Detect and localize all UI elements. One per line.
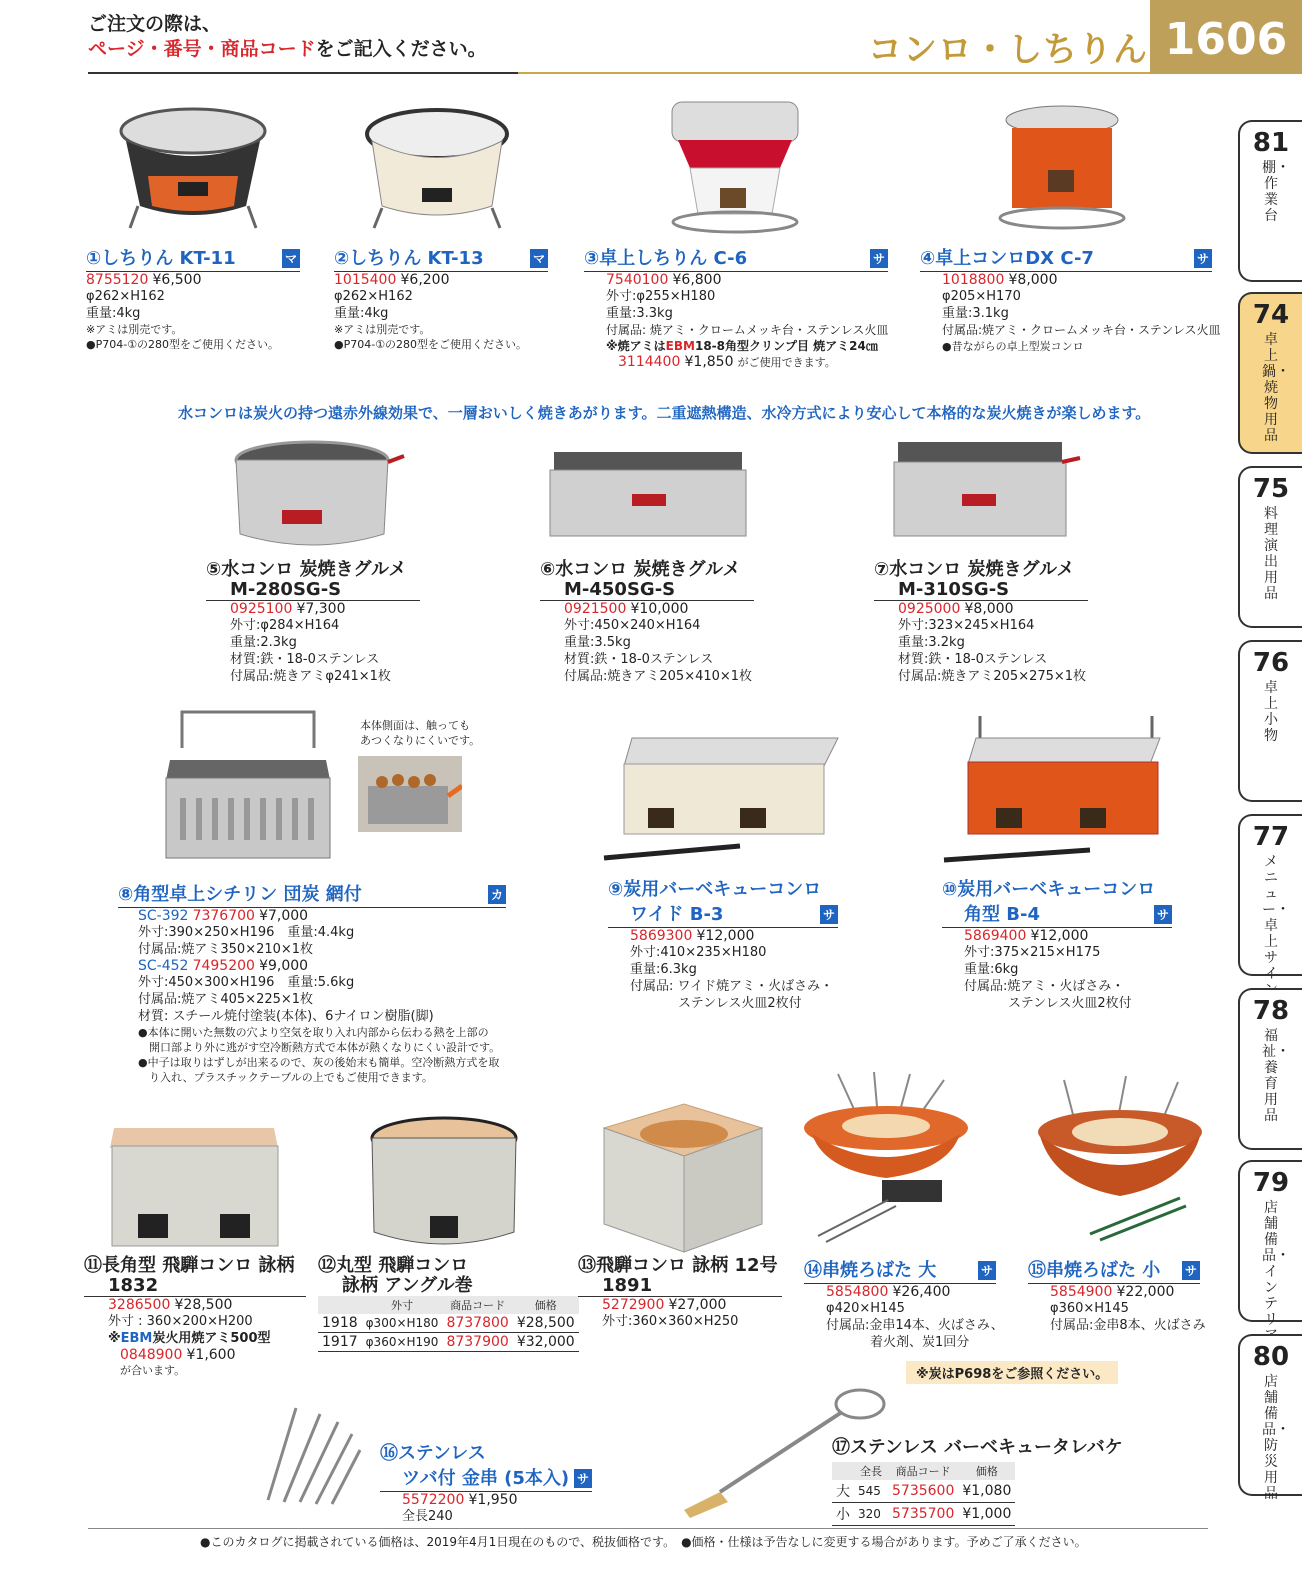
product-price: ¥6,500 — [152, 272, 202, 288]
supplier-badge: サ — [1182, 1261, 1200, 1280]
product-title: ⑫丸型 飛騨コンロ — [318, 1255, 469, 1276]
product-code: 5869300 — [630, 928, 693, 944]
product-code: 5272900 — [602, 1297, 665, 1313]
supplier-badge: サ — [574, 1469, 592, 1488]
product-title: ⑪長角型 飛騨コンロ 詠柄 — [84, 1255, 295, 1276]
product-title: ②しちりん KT-13 マ — [334, 244, 548, 272]
product-model: SC-392 — [138, 908, 189, 924]
tab-77[interactable]: 77 メニュー・卓上サイ — [1238, 814, 1302, 976]
product-price: ¥12,000 — [696, 928, 755, 944]
supplier-badge: マ — [530, 249, 548, 268]
variant-table: 外寸 商品コード 価格 1918 φ300×H180 8737800 ¥28,500 1917 φ360×H190 8737900 ¥32,000 — [318, 1296, 579, 1352]
product-hida-12: ⑬飛騨コンロ 詠柄 12号 1891 5272900 ¥27,000 外寸:360×360×H250 — [578, 1256, 782, 1330]
product-code: 0921500 — [564, 601, 627, 617]
hida-konro-long-image — [108, 1118, 284, 1254]
square-shichirin-inset-image — [358, 756, 462, 832]
product-code: 5869400 — [964, 928, 1027, 944]
product-c7: ④卓上コンロDX C-7 サ 1018800 ¥8,000 φ205×H170 重量:3.1kg 付属品:焼アミ・クロームメッキ台・ステンレス火皿 ●昔ながらの卓上型炭コンロ — [920, 244, 1212, 354]
product-subtitle: 詠柄 アングル巻 — [342, 1275, 473, 1296]
tab-76[interactable]: 76 卓上小物 — [1238, 640, 1302, 802]
tab-74[interactable]: 74 卓上鍋・焼物用品 — [1238, 292, 1302, 454]
skewer-set-image — [262, 1400, 362, 1506]
product-model: 1891 — [578, 1276, 782, 1297]
product-hida-long: ⑪長角型 飛騨コンロ 詠柄 1832 3286500 ¥28,500 外寸 : 360×200×H200 ※EBM炭火用焼アミ500型 0848900 ¥1,600 が合います。 — [84, 1256, 306, 1378]
tabletop-konro-dx-c7-image — [990, 100, 1140, 240]
supplier-badge: サ — [870, 249, 888, 268]
product-title: ④卓上コンロDX C-7 サ — [920, 244, 1212, 272]
product-title: ⑯ステンレス — [380, 1443, 486, 1464]
product-price: ¥27,000 — [668, 1297, 727, 1313]
table-row: 大 545 5735600 ¥1,080 — [832, 1480, 1015, 1503]
product-title: ⑤水コンロ 炭焼きグルメ — [206, 559, 407, 580]
order-note — [88, 12, 518, 74]
product-title: ⑨炭用バーベキューコンロ — [608, 879, 822, 900]
water-konro-banner: 水コンロは炭火の持つ遠赤外線効果で、一層おいしく焼きあがります。二重遮熱構造、水冷方式により安心して本格的な炭火焼きが楽しめます。 — [178, 404, 1151, 422]
product-kt13: ②しちりん KT-13 マ 1015400 ¥6,200 φ262×H162 重量:4kg ※アミは別売です。 ●P704-①の280型をご使用ください。 — [334, 244, 548, 352]
product-title: ⑧角型卓上シチリン 団炭 網付 カ — [118, 880, 506, 908]
product-price: ¥6,200 — [400, 272, 450, 288]
hida-konro-12-image — [594, 1098, 770, 1258]
product-title: ⑮串焼ろばた 小 サ — [1028, 1256, 1200, 1284]
product-skewer: ⑯ステンレス ツバ付 金串 (5本入) サ 5572200 ¥1,950 全長240 — [380, 1444, 592, 1525]
category-title: コンロ・しちりん — [868, 30, 1148, 70]
product-code: 0925100 — [230, 601, 293, 617]
water-konro-m280-image — [222, 432, 408, 562]
supplier-badge: サ — [1154, 905, 1172, 924]
product-price: ¥6,800 — [672, 272, 722, 288]
product-code: 5572200 — [402, 1492, 465, 1508]
product-m280: ⑤水コンロ 炭焼きグルメ M-280SG-S 0925100 ¥7,300 外寸:φ284×H164 重量:2.3kg 材質:鉄・18-0ステンレス 付属品:焼きアミφ241×1枚 — [206, 560, 420, 685]
supplier-badge: サ — [978, 1261, 996, 1280]
table-row: 1918 φ300×H180 8737800 ¥28,500 — [318, 1314, 579, 1333]
robata-small-image — [1030, 1074, 1206, 1246]
tab-79[interactable]: 79 店舗備品・インテリ — [1238, 1160, 1302, 1322]
product-code: 8755120 — [86, 272, 149, 288]
tab-75[interactable]: 75 料理演出用品 — [1238, 466, 1302, 628]
hida-konro-round-image — [364, 1112, 524, 1260]
tab-81[interactable]: 81 棚・作業台 — [1238, 120, 1302, 282]
product-title: ⑬飛騨コンロ 詠柄 12号 — [578, 1255, 778, 1276]
product-price: ¥7,000 — [259, 908, 309, 924]
shichirin-kt11-image — [108, 96, 278, 236]
tabletop-shichirin-c6-image — [660, 96, 820, 242]
product-title: ①しちりん KT-11 マ — [86, 244, 300, 272]
product-model: SC-452 — [138, 958, 189, 974]
product-price: ¥1,950 — [468, 1492, 518, 1508]
product-price: ¥22,000 — [1116, 1284, 1175, 1300]
supplier-badge: サ — [1194, 249, 1212, 268]
product-code: 5854800 — [826, 1284, 889, 1300]
product-price: ¥10,000 — [630, 601, 689, 617]
shichirin-kt13-image — [352, 96, 522, 236]
product-title: ⑰ステンレス バーベキュータレバケ — [832, 1437, 1123, 1458]
square-shichirin-caption: 本体側面は、触っても あつくなりにくいです。 — [360, 719, 481, 747]
header-rule — [518, 72, 1154, 74]
product-sauce-brush — [832, 1438, 1152, 1526]
bbq-konro-b4-image — [940, 710, 1180, 870]
product-title: ⑦水コンロ 炭焼きグルメ — [874, 559, 1075, 580]
product-hida-round — [318, 1255, 575, 1352]
product-b3: ⑨炭用バーベキューコンロ ワイド B-3 サ 5869300 ¥12,000 外寸:410×235×H180 重量:6.3kg 付属品: ワイド焼アミ・火ばさみ・ ステンレス火皿2枚付 — [608, 880, 838, 1012]
footer-note: ●このカタログに掲載されている価格は、2019年4月1日現在のもので、税抜価格です。 ●価格・仕様は予告なしに変更する場合があります。予めご了承ください。 — [200, 1535, 1087, 1549]
product-robata-large: ⑭串焼ろばた 大 サ 5854800 ¥26,400 φ420×H145 付属品:金串14本、火ばさみ、 着火剤、炭1回分 — [804, 1256, 996, 1351]
product-model: M-450SG-S — [540, 580, 754, 601]
product-title: ③卓上しちりん C-6 サ — [584, 244, 888, 272]
supplier-badge: カ — [488, 885, 506, 904]
product-code: 3286500 — [108, 1297, 171, 1313]
product-price: ¥28,500 — [174, 1297, 233, 1313]
tab-80[interactable]: 80 店舗備品・防災用品 — [1238, 1334, 1302, 1496]
robata-large-image — [798, 1070, 974, 1246]
product-m450: ⑥水コンロ 炭焼きグルメ M-450SG-S 0921500 ¥10,000 外寸:450×240×H164 重量:3.5kg 材質:鉄・18-0ステンレス 付属品:焼きアミ205×410×1枚 — [540, 559, 753, 684]
product-price: ¥12,000 — [1030, 928, 1089, 944]
product-price: ¥8,000 — [964, 601, 1014, 617]
product-robata-small: ⑮串焼ろばた 小 サ 5854900 ¥22,000 φ360×H145 付属品:金串8本、火ばさみ — [1028, 1256, 1200, 1334]
page-number: 1606 — [1150, 0, 1302, 74]
product-code: 7495200 — [192, 958, 255, 974]
product-code: 7376700 — [192, 908, 255, 924]
product-title: ⑩炭用バーベキューコンロ — [942, 879, 1156, 900]
product-m310: ⑦水コンロ 炭焼きグルメ M-310SG-S 0925000 ¥8,000 外寸:323×245×H164 重量:3.2kg 材質:鉄・18-0ステンレス 付属品:焼きアミ205×275×1枚 — [874, 559, 1087, 684]
product-title: ⑭串焼ろばた 大 サ — [804, 1256, 996, 1284]
product-price: ¥8,000 — [1008, 272, 1058, 288]
supplier-badge: サ — [820, 905, 838, 924]
tab-78[interactable]: 78 福祉・養育用品 — [1238, 988, 1302, 1150]
product-price: ¥9,000 — [259, 958, 309, 974]
coal-note: ※炭はP698をご参照ください。 — [906, 1361, 1118, 1384]
product-price: ¥26,400 — [892, 1284, 951, 1300]
water-konro-m310-image — [886, 432, 1086, 554]
product-c6: ③卓上しちりん C-6 サ 7540100 ¥6,800 外寸:φ255×H180 重量:3.3kg 付属品: 焼アミ・クロームメッキ台・ステンレス火皿 ※焼アミはEBM18-8角型クリンプ目 焼アミ24㎝ 3114400 ¥1,850 がご使用できます。 — [584, 244, 888, 370]
product-code: 1015400 — [334, 272, 397, 288]
product-title: ⑥水コンロ 炭焼きグルメ — [540, 559, 741, 580]
product-code: 5854900 — [1050, 1284, 1113, 1300]
product-b4: ⑩炭用バーベキューコンロ 角型 B-4 サ 5869400 ¥12,000 外寸:375×215×H175 重量:6kg 付属品:焼アミ・火ばさみ・ ステンレス火皿2枚付 — [942, 880, 1172, 1012]
product-model: M-280SG-S — [206, 580, 420, 601]
water-konro-m450-image — [546, 442, 750, 552]
product-square-shichirin: ⑧角型卓上シチリン 団炭 網付 カ SC-392 7376700 ¥7,000 外寸:390×250×H196 重量:4.4kg 付属品:焼アミ350×210×1枚 SC-452 7495200 ¥9,000 外寸:450×300×H196 重量:5.6kg 付属品:焼アミ405×225×1枚 材質: スチール焼付塗装(本体)、6ナイロン樹脂(脚) ●本体に開いた無数の穴より空気を取り入れ内部から伝わる熱を上部の 開口部より外に逃がす空冷断熱方式で本体が熱くなりにくい設計です。 ●中子は取りはずしが出来るので、灰の後始末も簡単。空冷断熱方式を取 り入れ、プラスチックテーブルの上でもご使用できます。 — [118, 880, 506, 1085]
order-note-line2: ページ・番号・商品コードをご記入ください。 — [88, 38, 487, 60]
product-code: 1018800 — [942, 272, 1005, 288]
product-model: 1832 — [84, 1276, 306, 1297]
product-kt11: ①しちりん KT-11 マ 8755120 ¥6,500 φ262×H162 重量:4kg ※アミは別売です。 ●P704-①の280型をご使用ください。 — [86, 244, 300, 352]
table-row: 小 320 5735700 ¥1,000 — [832, 1503, 1015, 1526]
supplier-badge: マ — [282, 249, 300, 268]
bbq-konro-b3-image — [600, 728, 850, 868]
product-code: 7540100 — [606, 272, 669, 288]
table-row: 1917 φ360×H190 8737900 ¥32,000 — [318, 1333, 579, 1352]
product-code: 0925000 — [898, 601, 961, 617]
variant-table: 全長 商品コード 価格 大 545 5735600 ¥1,080 小 320 5735700 ¥1,000 — [832, 1462, 1015, 1526]
square-shichirin-image — [160, 708, 340, 868]
order-note-line1: ご注文の際は、 — [88, 13, 222, 35]
footer-rule — [88, 1528, 1208, 1529]
product-price: ¥7,300 — [296, 601, 346, 617]
product-model: M-310SG-S — [874, 580, 1088, 601]
